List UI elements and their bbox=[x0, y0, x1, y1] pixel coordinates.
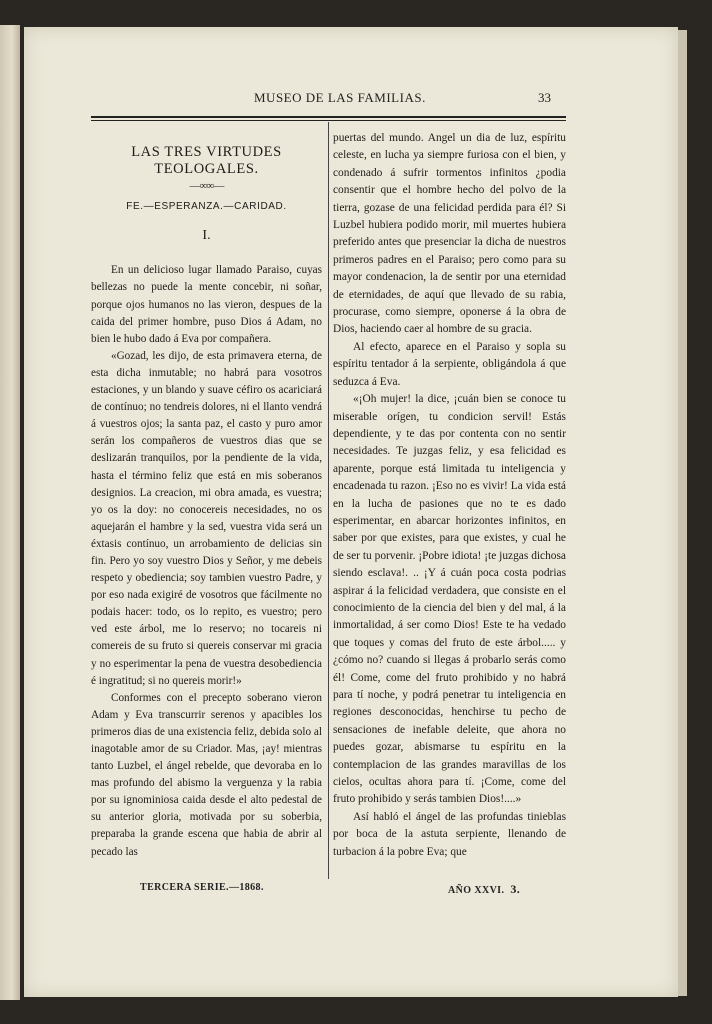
paragraph: Así habló el ángel de las profundas tinieblas por boca de la astuta serpiente, llenando de turbacion á la pobre Eva; que bbox=[333, 810, 566, 858]
signature-mark: 3. bbox=[510, 882, 521, 896]
header-rule bbox=[91, 116, 566, 118]
page-number: 33 bbox=[538, 90, 551, 105]
paragraph: En un delicioso lugar llamado Paraiso, cuyas bellezas no puede la mente concebir, ni soñar, porque ojos humanos no las vieron, despues de la caida del primer hombre, puso Dios á Adam, no bien le hubo dado á Eva por compañera. bbox=[91, 264, 322, 345]
paragraph: puertas del mundo. Angel un dia de luz, espíritu celeste, en lucha ya siempre furiosa con el bien, y condenado á sufrir tormentos infinitos ¿podia consentir que el hombre hecho del polvo de la tierra, gozase de una felicidad perdida para él? Si Luzbel hubiera podido morir, mil muertes hubiera preferido antes que presenciar la dicha de nuestros primeros padres en el Paraiso; pero como para su mayor condenacion, la de sentir por una eternidad de eternidades, de aquí que llevado de su rabia, procurase, como siempre, oponerse á la obra de Dios, haciendo caer al hombre de su gracia. bbox=[333, 132, 566, 336]
footer-year bbox=[448, 882, 520, 897]
page-edge bbox=[678, 30, 687, 996]
left-column bbox=[91, 130, 322, 861]
article-subtitle: FE.—ESPERANZA.—CARIDAD. bbox=[126, 201, 287, 213]
paragraph: «Gozad, les dijo, de esta primavera eterna, de esta dicha inmutable; no habrá para vosotros estaciones, y un blando y suave céfiro os acariciará de contínuo; no tendreis dolores, ni el llanto vendrá á vuestros ojos; la santa paz, el casto y puro amor serán los compañeros de vuestros dias que se deslizarán tranquilos, por la pendiente de la vida, hasta el término feliz que está en mis soberanos designios. La creacion, mi obra amada, es vuestra; yo os la doy: no conocereis necesidades, no os aquejarán el hambre y la sed, vuestra vida será un éxtasis contínuo, un arrobamiento de delicias sin fin. Pero yo soy vuestro Dios y Señor, y me debeis respeto y obediencia; soy tambien vuestro Padre, y por eso nada exigiré de vosotros que fácilmente no podais hacer: todo, os lo repito, es vuestro; pero ved este árbol, me lo reservo; no tocareis ni comereis de su fruto si quereis conservar mi gracia y no esperimentar la pena de vuestra desobediencia é ingratitud; si no quereis morir!» bbox=[91, 349, 322, 687]
title-ornament: —∞∞— bbox=[189, 180, 224, 193]
column-divider bbox=[328, 122, 329, 879]
footer-series: TERCERA SERIE.—1868. bbox=[140, 882, 264, 893]
paragraph: Conformes con el precepto soberano vieron Adam y Eva transcurrir serenos y apacibles los primeros dias de una existencia feliz, debida solo al inagotable amor de su Criador. Mas, ¡ay! mientras tanto Luzbel, el ángel rebelde, que devoraba en lo mas profundo del abismo la verguenza y la rabia por su ignominiosa caida desde el alto pedestal de su anterior gloria, motivada por su soberbia, preparaba la grande escena que habia de abrir al pecado las bbox=[91, 691, 322, 858]
running-title: MUSEO DE LAS FAMILIAS. bbox=[254, 90, 426, 105]
section-number: I. bbox=[202, 228, 211, 244]
paragraph: Al efecto, aparece en el Paraiso y sopla su espíritu tentador á la serpiente, obligándola á que seduzca á Eva. bbox=[333, 340, 566, 388]
previous-page-edge bbox=[0, 25, 20, 1000]
article-title: LAS TRES VIRTUDES TEOLOGALES. bbox=[131, 144, 282, 178]
footer-year-label: AÑO XXVI. bbox=[448, 885, 505, 896]
paragraph: «¡Oh mujer! la dice, ¡cuán bien se conoce tu miserable orígen, tu condicion servil! Estás dependiente, y te das por contenta con no sentir necesidades. Te juzgas feliz, y esa felicidad es aparente, porque está limitada tu inteligencia y encadenada tu razon. ¡Eso no es vivir! La vida está en la lucha de pasiones que no te es dado esperimentar, en abarcar horizontes infinitos, en saber por que existes, para que existes, y cual he de ser tu porvenir. ¡Pobre idiota! ¡te juzgas dichosa siendo esclava!. .. ¡Y á cuán poca costa podrias aspirar á la felicidad verdadera, que consiste en el conocimiento de la ciencia del bien y del mal, á la inmortalidad, á ser como Dios! Este te ha vedado que toques y comas del fruto de este árbol..... y ¿cómo no? cuando si llegas á probarlo serás como él! Come, come del fruto prohibido y no habrá para tí noche, y podrá penetrar tu inteligencia en regiones desconocidas, henchirse tu pecho de sensaciones de inefable deleite, que ahora no puedes gozar, abismarse tu espíritu en la contemplacion de las grandes maravillas de los cielos, ocultas ahora para tí. ¡Come, come del fruto prohibido y serás tambien Dios!....» bbox=[333, 393, 566, 806]
right-column bbox=[333, 130, 566, 861]
header-rule-thin bbox=[91, 120, 566, 121]
